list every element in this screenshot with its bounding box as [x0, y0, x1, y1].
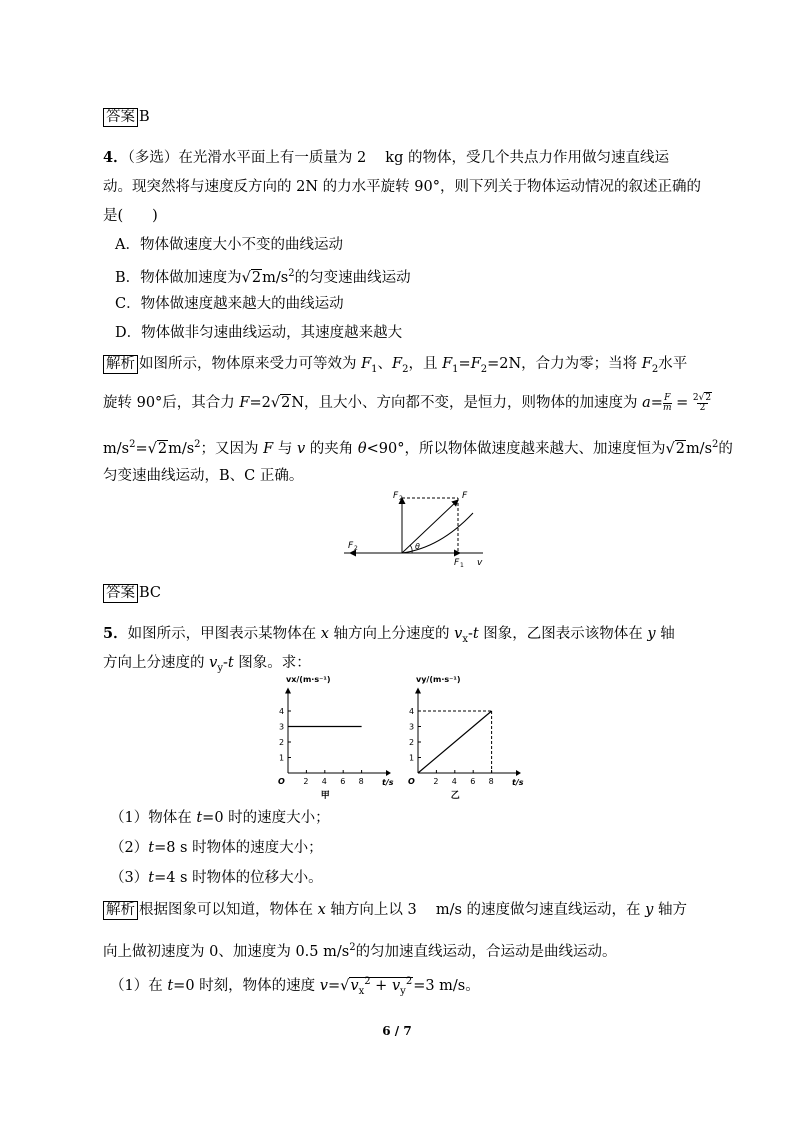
analysis4-line1: 解析 如图所示，物体原来受力可等效为 $F_1$、$F_2$，且 $F_1=F_2=2N$，合力为零；当将 $F_2$水平	[103, 354, 687, 380]
label-f1: F	[454, 558, 460, 568]
y-tick-label: 1	[409, 753, 415, 763]
y-tick-label: 2	[279, 738, 285, 747]
x-tick-label: O	[278, 777, 285, 786]
label-f: F	[462, 491, 468, 501]
analysis5-line2: 向上做初速度为 0、加速度为 0.5 $m/s^2$的匀加速直线运动，合运动是曲线运动。	[103, 942, 617, 960]
analysis4-line3: $m/s^2=√2m/s^2$；又因为 F 与 v 的夹角 θ<90°，所以物体做速度越来越大、加速度恒为$√2m/s^2$的	[103, 439, 733, 457]
x-tick-label: 8	[358, 777, 364, 786]
q4-line3: 是( )	[103, 208, 158, 224]
x-tick-label: 4	[451, 777, 457, 786]
svg-text:2: 2	[399, 495, 403, 502]
analysis5-line3: （1）在 t=0 时刻，物体的速度 $v=√v_x^2 + v_y^2=3$ m/s。	[110, 976, 480, 997]
y-arrow	[285, 688, 291, 694]
chart-caption: 乙	[450, 791, 460, 801]
svg-text:2: 2	[354, 545, 358, 552]
y-tick-label: 2	[409, 738, 415, 747]
y-tick-label: 4	[409, 707, 415, 716]
analysis5-line1: 解析 根据图象可以知道，物体在 x 轴方向上以 3 m/s 的速度做匀速直线运动，在 y 轴方	[103, 900, 687, 920]
force-diagram	[340, 488, 500, 568]
x-tick-label: 2	[303, 777, 309, 786]
y-tick-label: 3	[279, 722, 285, 732]
x-tick-label: 8	[488, 777, 494, 786]
q4-option-a: A．物体做速度大小不变的曲线运动	[115, 237, 343, 253]
x-axis-label: t/s	[382, 778, 394, 787]
y-axis-label: vy/(m·s⁻¹)	[416, 675, 461, 684]
q4-line1	[103, 148, 669, 168]
q4-stem-1: （多选）在光滑水平面上有一质量为 2 kg 的物体，受几个共点力作用做匀速直线运	[127, 150, 669, 166]
x-tick-label: 6	[340, 777, 346, 786]
x-tick-label: O	[408, 777, 415, 786]
answer-tag: 答案	[103, 108, 138, 127]
answer-value: B	[139, 109, 150, 125]
q5-part2: （2）t=8 s 时物体的速度大小；	[110, 840, 323, 856]
analysis4-line4: 匀变速曲线运动，B、C 正确。	[103, 468, 304, 484]
q5-part3: （3）t=4 s 时物体的位移大小。	[110, 870, 323, 886]
page-number: 6 / 7	[382, 1024, 412, 1038]
svg-text:1: 1	[460, 562, 464, 568]
chart-yi	[400, 672, 530, 802]
x-tick-label: 4	[321, 777, 327, 786]
y-arrow	[415, 688, 421, 694]
x-tick-label: 2	[433, 777, 439, 786]
label-f2-left: F	[348, 541, 354, 551]
q4-option-c: C．物体做速度越来越大的曲线运动	[115, 296, 344, 312]
x-arrow	[516, 770, 521, 776]
chart-jia	[270, 672, 400, 802]
answer-3	[103, 107, 150, 127]
label-v: v	[477, 558, 483, 568]
q5-line2: 方向上分速度的 $v_y-t$ 图象。求：	[103, 655, 311, 674]
y-axis-label: vx/(m·s⁻¹)	[286, 675, 331, 684]
chart-caption: 甲	[320, 791, 330, 801]
q4-number: 4．	[103, 149, 128, 166]
q4-option-b: B．物体做加速度为$√2m/s^2$的匀变速曲线运动	[115, 268, 411, 286]
series-line	[418, 711, 492, 773]
analysis-tag: 解析	[103, 901, 138, 920]
answer-tag: 答案	[103, 584, 138, 603]
analysis-tag: 解析	[103, 355, 138, 374]
label-theta: θ	[415, 542, 420, 551]
y-tick-label: 4	[279, 707, 285, 716]
y-tick-label: 1	[279, 753, 285, 763]
answer-4	[103, 583, 161, 603]
label-f2-top: F	[393, 491, 399, 501]
analysis4-line2: 旋转 90°后，其合力 F=2√2N，且大小、方向都不变，是恒力，则物体的加速度为 $a=\frac{F}{m} = 2√2$ 2	[103, 392, 712, 413]
x-tick-label: 6	[470, 777, 476, 786]
q5-number: 5．	[103, 625, 128, 642]
q4-option-d: D．物体做非匀速曲线运动，其速度越来越大	[115, 325, 403, 341]
x-arrow	[386, 770, 391, 776]
q4-line2: 动。现突然将与速度反方向的 2N 的力水平旋转 90°，则下列关于物体运动情况的叙述正确的	[103, 179, 701, 195]
answer-value: BC	[139, 585, 162, 601]
y-tick-label: 3	[409, 722, 415, 732]
q5-line1: 5．如图所示，甲图表示某物体在 x 轴方向上分速度的 $v_x-t$ 图象，乙图表示该物体在 y 轴	[103, 625, 675, 645]
q5-part1: （1）物体在 t=0 时的速度大小；	[110, 810, 330, 826]
x-axis-label: t/s	[512, 778, 524, 787]
